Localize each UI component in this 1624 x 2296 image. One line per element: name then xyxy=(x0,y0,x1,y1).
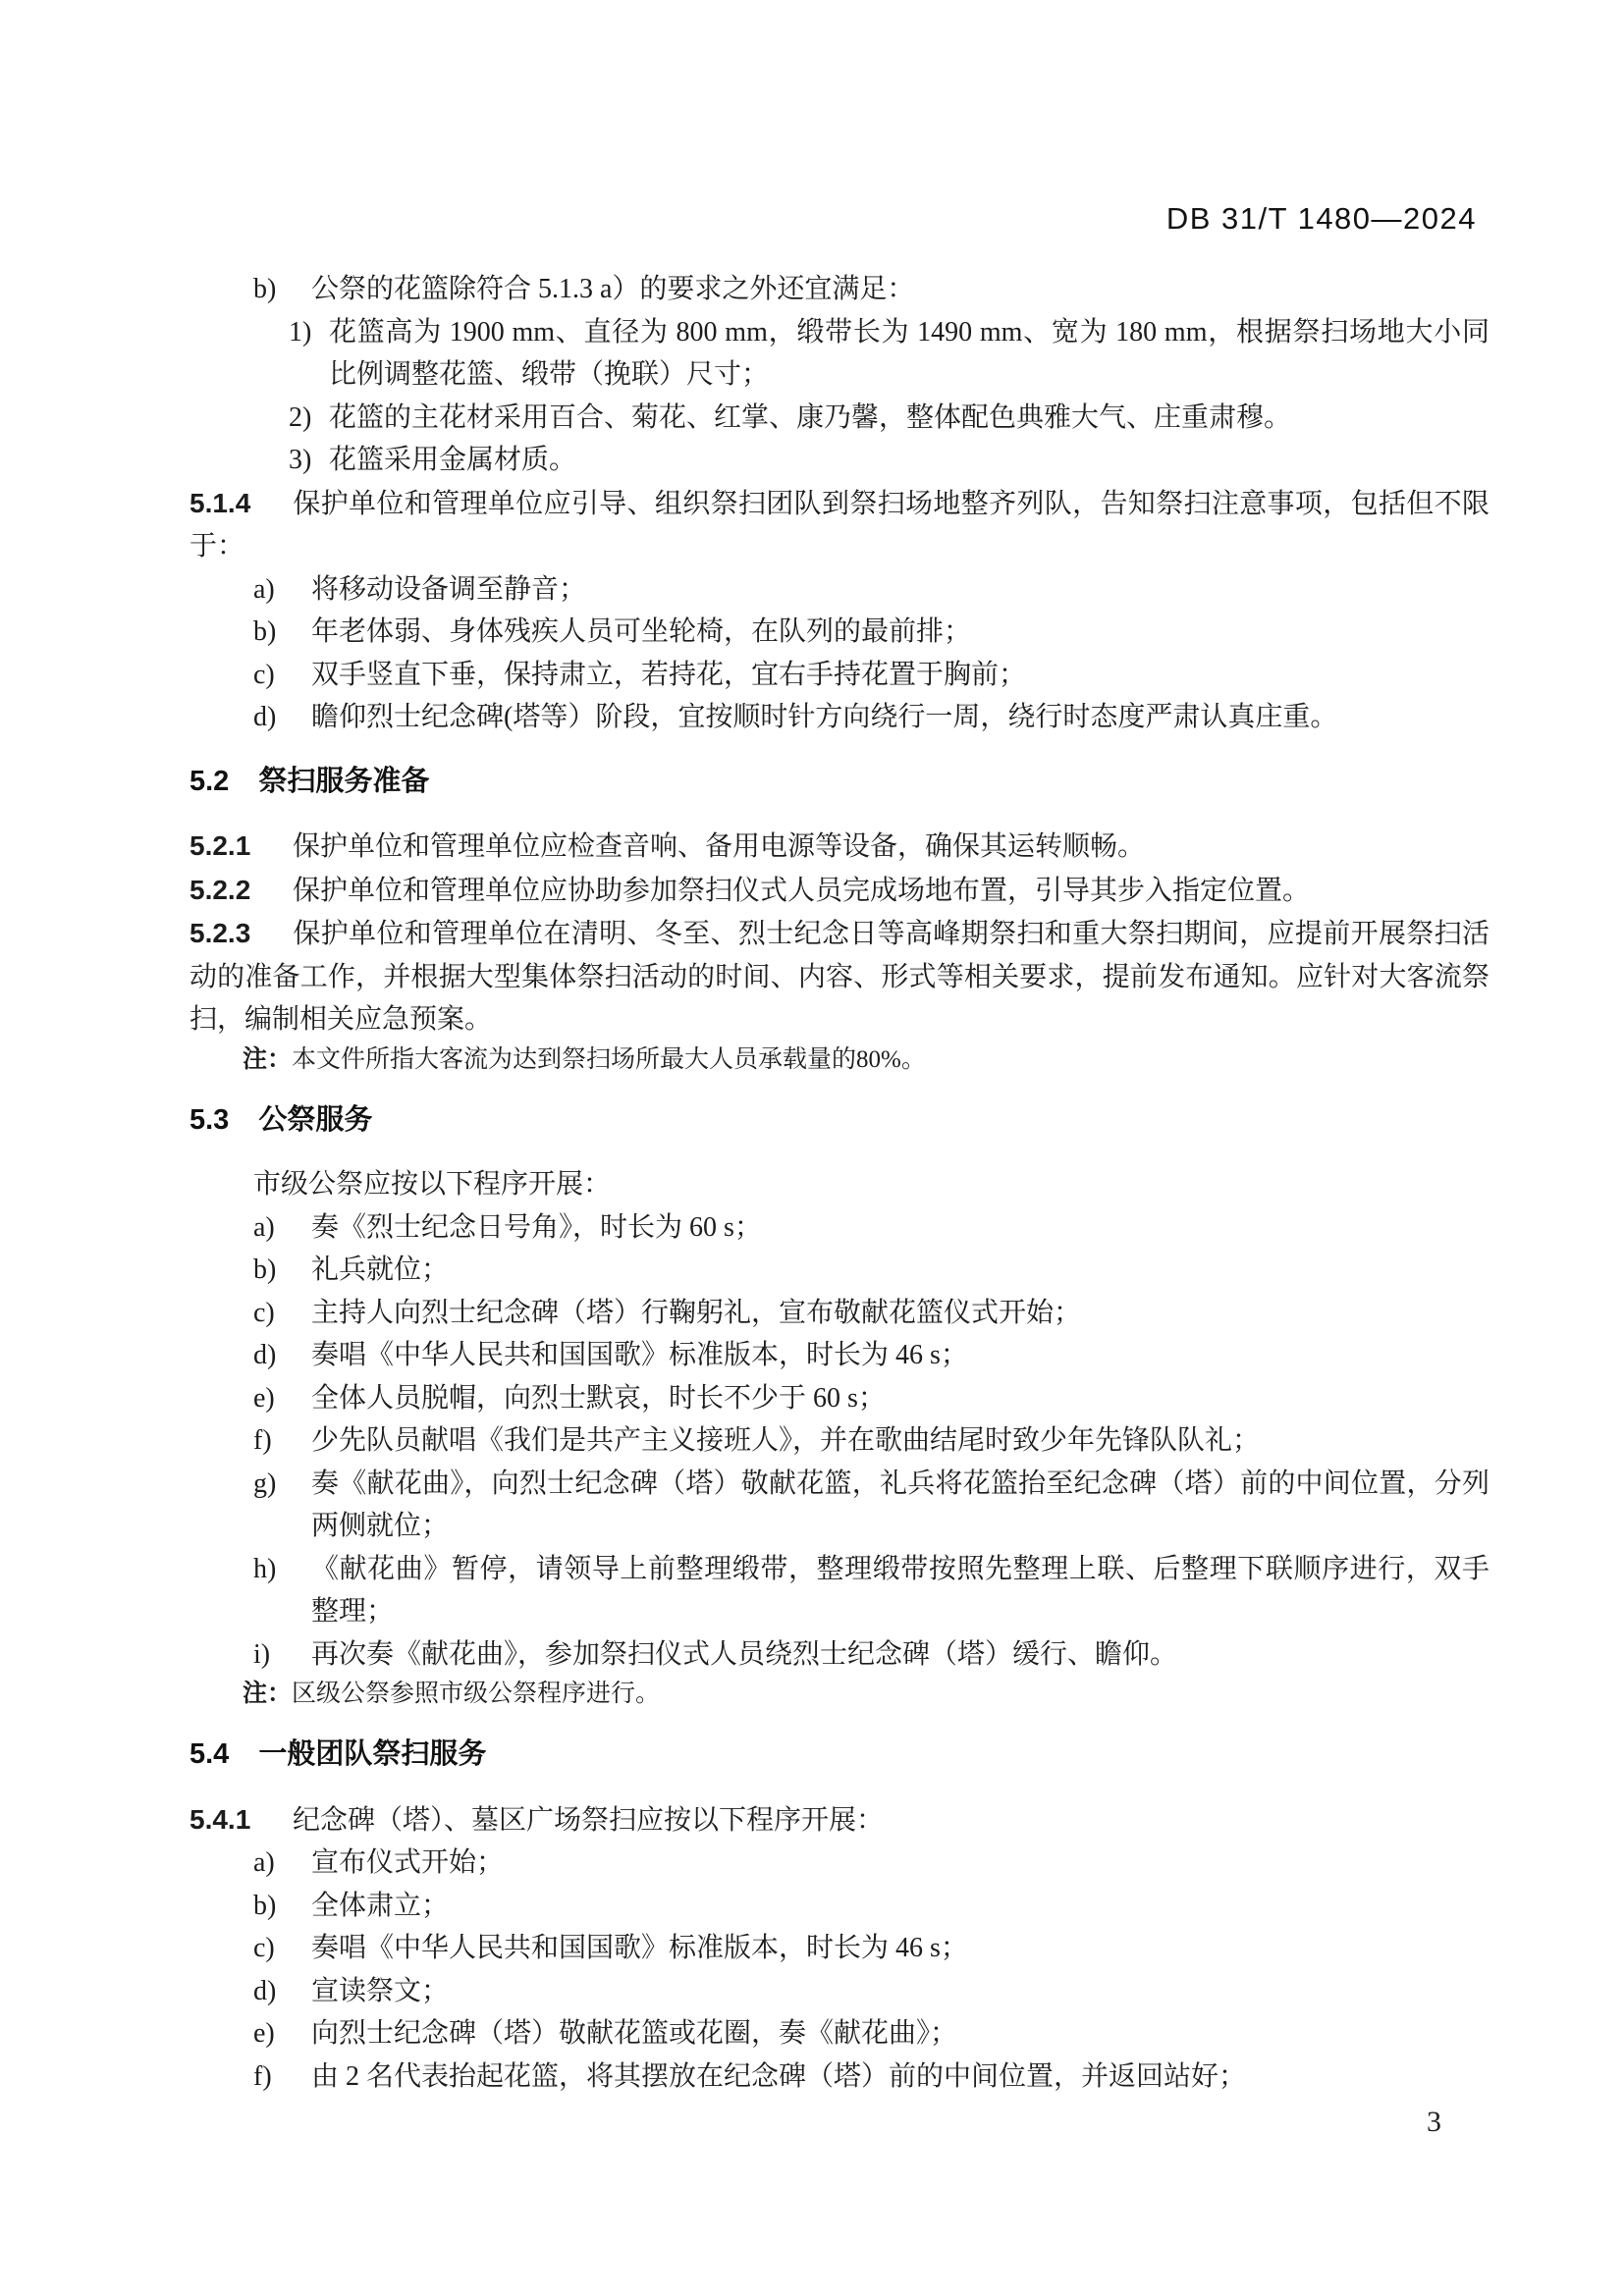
list-item xyxy=(189,1548,1489,1633)
list-item-label: i) xyxy=(253,1638,271,1670)
list-item xyxy=(189,1249,1489,1292)
list-item xyxy=(189,1842,1489,1885)
page-number: 3 xyxy=(1427,2106,1441,2138)
list-item xyxy=(189,611,1489,654)
list-item-label: f) xyxy=(253,2060,272,2092)
list-item-label: d) xyxy=(253,702,277,732)
list-item-label: e) xyxy=(253,1382,275,1414)
list-item-label: a) xyxy=(253,573,275,605)
list-item-text: 全体肃立； xyxy=(311,1890,450,1921)
list-item-text: 花篮的主花材采用百合、菊花、红掌、康乃馨，整体配色典雅大气、庄重肃穆。 xyxy=(329,401,1292,433)
heading-5-3 xyxy=(189,1099,1489,1143)
list-item xyxy=(189,268,1489,311)
clause-number: 5.2.1 xyxy=(189,830,251,861)
list-item xyxy=(189,1206,1489,1250)
list-item-text: 公祭的花篮除符合 5.1.3 a）的要求之外还宜满足： xyxy=(311,274,915,304)
list-item-label: f) xyxy=(253,1425,272,1456)
list-item xyxy=(189,2012,1489,2056)
heading-number: 5.2 xyxy=(189,765,230,797)
clause-number: 5.2.2 xyxy=(189,874,251,905)
list-item-text: 宣读祭文； xyxy=(311,1975,450,2006)
list-item-label: a) xyxy=(253,1847,275,1878)
list-item xyxy=(189,1377,1489,1420)
clause-5-2-1 xyxy=(189,825,1489,869)
list-item xyxy=(189,1292,1489,1335)
note-label: 注： xyxy=(243,1044,293,1073)
intro-paragraph: 市级公祭应按以下程序开展： xyxy=(253,1169,612,1200)
list-item xyxy=(189,2056,1489,2099)
list-item-text: 年老体弱、身体残疾人员可坐轮椅，在队列的最前排； xyxy=(311,616,972,647)
list-item xyxy=(189,696,1489,739)
clause-number: 5.2.3 xyxy=(189,918,251,948)
list-item-text: 全体人员脱帽，向烈士默哀，时长不少于 60 s； xyxy=(311,1382,886,1414)
list-item-text: 礼兵就位； xyxy=(311,1255,450,1285)
list-item-text: 奏唱《中华人民共和国国歌》标准版本，时长为 46 s； xyxy=(311,1340,968,1370)
list-item xyxy=(189,1927,1489,1970)
list-item xyxy=(189,1885,1489,1928)
clause-text: 纪念碑（塔）、墓区广场祭扫应按以下程序开展： xyxy=(293,1804,885,1836)
list-item-label: c) xyxy=(253,1933,275,1963)
clause-text: 保护单位和管理单位应引导、组织祭扫团队到祭扫场地整齐列队，告知祭扫注意事项，包括但不限于： xyxy=(189,488,1489,561)
list-item-label: 3) xyxy=(289,445,312,475)
list-item-text: 奏唱《中华人民共和国国歌》标准版本，时长为 46 s； xyxy=(311,1933,968,1963)
list-item-text: 奏《献花曲》，向烈士纪念碑（塔）敬献花篮，礼兵将花篮抬至纪念碑（塔）前的中间位置，分列两侧就位； xyxy=(311,1468,1489,1541)
list-item xyxy=(189,654,1489,697)
note-text: 本文件所指大客流为达到祭扫场所最大人员承载量的80%。 xyxy=(292,1045,926,1073)
heading-5-2 xyxy=(189,761,1489,804)
list-item-label: a) xyxy=(253,1211,275,1243)
list-item-text: 奏《烈士纪念日号角》，时长为 60 s； xyxy=(311,1211,762,1243)
list-item-text: 少先队员献唱《我们是共产主义接班人》，并在歌曲结尾时致少年先锋队队礼； xyxy=(311,1425,1261,1456)
list-item-text: 将移动设备调至静音； xyxy=(311,573,587,605)
list-item-label: b) xyxy=(253,616,277,647)
list-item-text: 花篮高为 1900 mm、直径为 800 mm，缎带长为 1490 mm、宽为 180 mm，根据祭扫场地大小同比例调整花篮、缎带（挽联）尺寸； xyxy=(329,316,1489,390)
list-item xyxy=(189,1463,1489,1548)
list-item-label: g) xyxy=(253,1468,277,1499)
list-item-label: 2) xyxy=(289,401,312,433)
list-item-label: c) xyxy=(253,659,275,690)
doc-code: DB 31/T 1480—2024 xyxy=(1165,201,1477,236)
heading-title: 公祭服务 xyxy=(258,1103,373,1136)
list-item xyxy=(189,568,1489,612)
list-item-label: b) xyxy=(253,1890,277,1921)
list-item xyxy=(189,439,1489,482)
list-item-label: d) xyxy=(253,1975,277,2006)
clause-text: 保护单位和管理单位在清明、冬至、烈士纪念日等高峰期祭扫和重大祭扫期间，应提前开展祭扫活动的准备工作，并根据大型集体祭扫活动的时间、内容、形式等相关要求，提前发布通知。应针对大客流祭扫，编制相关应急预案。 xyxy=(189,919,1489,1035)
list-item-label: 1) xyxy=(289,316,312,347)
list-item xyxy=(189,1633,1489,1677)
clause-text: 保护单位和管理单位应协助参加祭扫仪式人员完成场地布置，引导其步入指定位置。 xyxy=(293,875,1311,906)
heading-title: 祭扫服务准备 xyxy=(258,765,430,797)
list-item xyxy=(189,1419,1489,1463)
heading-title: 一般团队祭扫服务 xyxy=(258,1738,487,1770)
list-item xyxy=(189,397,1489,440)
list-item-label: h) xyxy=(253,1553,277,1584)
clause-5-2-3 xyxy=(189,912,1489,1041)
clause-number: 5.4.1 xyxy=(189,1803,251,1835)
list-item xyxy=(189,1334,1489,1377)
clause-5-4-1 xyxy=(189,1798,1489,1842)
list-item-text: 《献花曲》暂停，请领导上前整理缎带，整理缎带按照先整理上联、后整理下联顺序进行，双手整理； xyxy=(311,1553,1489,1627)
list-item xyxy=(189,311,1489,397)
heading-5-4 xyxy=(189,1734,1489,1777)
list-item-text: 向烈士纪念碑（塔）敬献花篮或花圈，奏《献花曲》； xyxy=(311,2018,958,2049)
heading-number: 5.3 xyxy=(189,1103,230,1136)
list-item-text: 主持人向烈士纪念碑（塔）行鞠躬礼，宣布敬献花篮仪式开始； xyxy=(311,1297,1082,1328)
note xyxy=(243,1041,1489,1078)
list-item-text: 花篮采用金属材质。 xyxy=(329,445,577,475)
clause-5-2-2 xyxy=(189,869,1489,913)
list-item-label: d) xyxy=(253,1340,277,1370)
list-item-label: b) xyxy=(253,274,277,304)
heading-number: 5.4 xyxy=(189,1738,230,1770)
list-item xyxy=(189,1970,1489,2013)
clause-number: 5.1.4 xyxy=(189,487,251,518)
list-item-label: b) xyxy=(253,1255,277,1285)
list-item-text: 宣布仪式开始； xyxy=(311,1847,505,1878)
note xyxy=(243,1676,1489,1712)
page-content xyxy=(189,268,1489,2098)
list-item-label: c) xyxy=(253,1297,275,1328)
note-text: 区级公祭参照市级公祭程序进行。 xyxy=(292,1681,661,1707)
list-item-text: 双手竖直下垂，保持肃立，若持花，宜右手持花置于胸前； xyxy=(311,659,1027,690)
list-item-text: 由 2 名代表抬起花篮，将其摆放在纪念碑（塔）前的中间位置，并返回站好； xyxy=(311,2060,1247,2092)
list-item-text: 再次奏《献花曲》，参加祭扫仪式人员绕烈士纪念碑（塔）缓行、瞻仰。 xyxy=(311,1638,1178,1670)
list-item-text: 瞻仰烈士纪念碑(塔等）阶段，宜按顺时针方向绕行一周，绕行时态度严肃认真庄重。 xyxy=(311,702,1338,732)
list-item-label: e) xyxy=(253,2018,275,2049)
clause-5-1-4 xyxy=(189,482,1489,568)
note-label: 注： xyxy=(243,1680,293,1707)
clause-text: 保护单位和管理单位应检查音响、备用电源等设备，确保其运转顺畅。 xyxy=(293,831,1146,862)
